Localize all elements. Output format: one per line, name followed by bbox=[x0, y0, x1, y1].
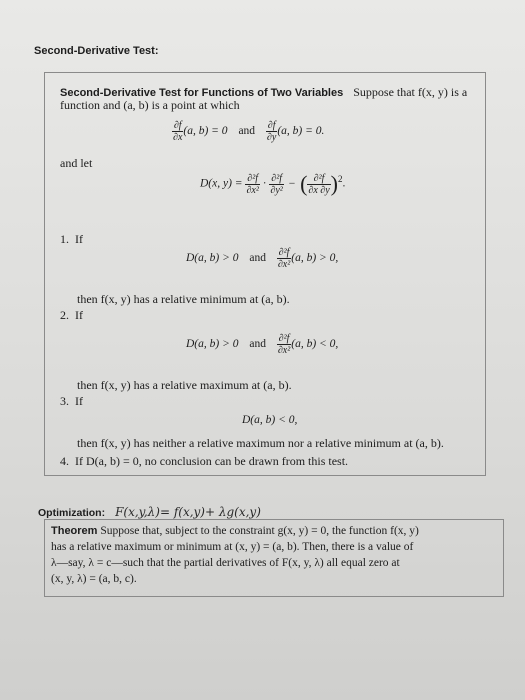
d2f-dy2-fraction: $\frac{\text{∂²f}}{\text{∂y²}}$ bbox=[270, 172, 283, 196]
theorem-line1: Theorem Suppose that, subject to the constraint g(x, y) = 0, the function f(x, y) bbox=[51, 525, 419, 537]
minus-operator: − bbox=[288, 177, 296, 190]
D-lhs: D(x, y) = bbox=[200, 177, 243, 190]
condition-equations bbox=[172, 120, 324, 143]
and-word: and bbox=[238, 125, 256, 138]
partial-f-x-fraction: $\frac{\partial f}{\partial x}$ bbox=[173, 120, 183, 143]
and-let: and let bbox=[60, 156, 93, 170]
item2-d2f-dx2: $\frac{\text{∂²f}}{\text{∂x²}}$ bbox=[277, 333, 291, 356]
theorem-line3: λ—say, λ = c—such that the partial derivatives of F(x, y, λ) all equal zero at bbox=[51, 557, 400, 569]
item1-header: 1. If bbox=[60, 232, 83, 246]
section-heading: Second-Derivative Test: bbox=[34, 45, 159, 57]
test-intro: Suppose that f(x, y) is a bbox=[353, 85, 468, 99]
item1-condition: D(a, b) > 0 and $\frac{\text{∂²f}}{\text{∂x²}}$ (a, b) > 0, bbox=[186, 247, 339, 270]
optimization-label: Optimization: bbox=[38, 507, 106, 519]
cond-eq1-tail: (a, b) = 0 bbox=[183, 125, 228, 138]
discriminant-formula: D(x, y) = $\frac{\text{∂²f}}{\text{∂x²}}$ · $\frac{\text{∂²f}}{\text{∂y²}}$ − ( $\frac{\text{∂²f}}{\partial x \partial y}$ )$^2$. bbox=[200, 171, 346, 196]
d2f-dxdy-fraction: $\frac{\text{∂²f}}{\partial x \partial y}$ bbox=[308, 172, 330, 196]
item2-conclusion: then f(x, y) has a relative maximum at (a, b). bbox=[77, 378, 292, 392]
squared-exponent: 2 bbox=[337, 173, 343, 184]
test-intro-line2: function and (a, b) is a point at which bbox=[60, 98, 240, 112]
theorem-line2: has a relative maximum or minimum at (x, y) = (a, b). Then, there is a value of bbox=[51, 541, 414, 553]
item3-conclusion: then f(x, y) has neither a relative maximum nor a relative minimum at (a, b). bbox=[77, 436, 444, 450]
dot-operator: · bbox=[262, 177, 267, 190]
cond-eq2-tail: (a, b) = 0. bbox=[277, 125, 325, 138]
partial-f-y-fraction: $\frac{\partial f}{\partial y}$ bbox=[266, 120, 277, 143]
item2-header: 2. If bbox=[60, 308, 83, 322]
d2f-dx2-fraction: $\frac{\text{∂²f}}{\text{∂x²}}$ bbox=[246, 172, 259, 196]
test-title: Second-Derivative Test for Functions of Two Variables bbox=[60, 87, 344, 99]
item1-conclusion: then f(x, y) has a relative minimum at (a, b). bbox=[77, 292, 290, 306]
theorem-line4: (x, y, λ) = (a, b, c). bbox=[51, 573, 137, 585]
theorem-title: Theorem bbox=[51, 525, 98, 537]
handwritten-lagrangian: F(x,y,λ)= f(x,y)+ λg(x,y) bbox=[115, 505, 261, 519]
item2-condition: D(a, b) > 0 and $\frac{\text{∂²f}}{\text{∂x²}}$ (a, b) < 0, bbox=[186, 333, 339, 356]
item1-d2f-dx2: $\frac{\text{∂²f}}{\text{∂x²}}$ bbox=[277, 247, 291, 270]
item3-header: 3. If bbox=[60, 394, 83, 408]
item3-condition: D(a, b) < 0, bbox=[242, 414, 298, 426]
item4-text: 4. If D(a, b) = 0, no conclusion can be drawn from this test. bbox=[60, 454, 349, 468]
